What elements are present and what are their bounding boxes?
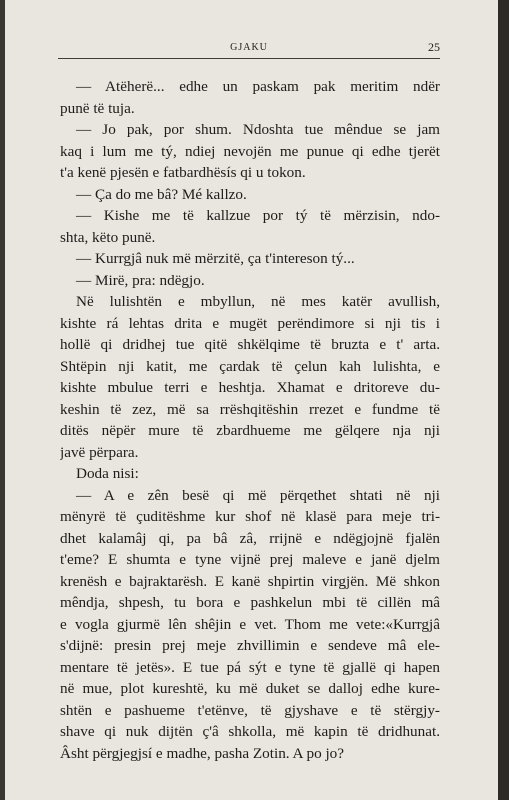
text-line: ditës nëpër mure të zbardhueme me gëlqere nja nji (60, 422, 440, 439)
text-line: — A e zên besë qi më përqethet shtati në nji (76, 486, 440, 504)
text-line: shta, këto punë. (60, 228, 156, 246)
text-line: hollë qi dridhej tue qitë shkëlqime të bruzta e t' arta. (60, 336, 440, 353)
page-header (58, 40, 440, 58)
text-line: — Kurrgjâ nuk më mërzitë, ça t'intereson tý... (76, 250, 355, 267)
page-number: 25 (428, 40, 440, 54)
header-rule (58, 58, 440, 59)
text-line: punë të tuja. (60, 99, 135, 117)
text-line: Doda nisi: (76, 465, 139, 482)
text-line: keshin të zez, më sa rrëshqitëshin rrezet e fundme të (60, 400, 440, 418)
text-line: — Atëherë... edhe un paskam pak meritim ndër (76, 78, 440, 95)
text-line: mentare të jetës». E tue pá sýt e tyne të gjallë qi hapen (60, 658, 440, 676)
text-line: — Kishe me të kallzue por tý të mërzisin, ndo- (76, 207, 440, 224)
text-line: shtën e pashueme t'etënve, të gjyshave e të stërgjy- (60, 701, 440, 719)
text-line: kaq i lum me tý, ndiej nevojën me punue qi edhe tjerët (60, 142, 440, 160)
text-line: kishte rá lehtas drita e mugët perëndimore si nji tis i (60, 314, 440, 332)
text-line: Âsht përgjegjsí e madhe, pasha Zotin. A po jo? (60, 744, 345, 762)
text-line: Shtëpin nji katit, me çardak të çelun kah lulishta, e (60, 357, 440, 375)
text-line: — Mirë, pra: ndëgjo. (76, 271, 205, 289)
text-line: e vogla gjurmë lên shêjin e vet. Thom me vete:«Kurrgjâ (60, 615, 440, 633)
text-line: s'dijnë: presin prej meje zhvillimin e sendeve mâ ele- (60, 637, 440, 654)
running-title: GJAKU (230, 42, 268, 53)
text-line: kishte mbulue terri e heshtja. Xhamat e dritoreve du- (60, 379, 440, 396)
page-edge-left (0, 0, 5, 800)
text-line: t'a kenë pjesën e fatbardhësís qi u tokon. (60, 164, 306, 181)
body-text (60, 76, 440, 764)
text-line: shave qi nuk dijtën ç'â shkolla, më kapin të dridhunat. (60, 723, 440, 740)
text-line: — Jo pak, por shum. Ndoshta tue mêndue se jam (76, 121, 440, 138)
text-line: mêndja, shpesh, tu bora e pashkelun mbi të cillën mâ (60, 594, 440, 611)
text-line: javë përpara. (60, 443, 139, 461)
text-line: mënyrë të çuditëshme kur shof në klasë para meje tri- (60, 508, 440, 525)
text-line: krenësh e bajraktarësh. E kanë shpirtin virgjën. Më shkon (60, 572, 440, 590)
text-line: dhet kalamâj qi, pa bâ zâ, rrijnë e ndëgjojnë fjalën (60, 529, 440, 547)
text-line: — Ça do me bâ? Mé kallzo. (76, 185, 247, 203)
text-line: t'eme? E shumta e tyne vijnë prej maleve e janë djelm (60, 551, 440, 568)
text-line: Në lulishtën e mbyllun, në mes katër avullish, (76, 293, 440, 310)
page-edge-right (498, 0, 509, 800)
text-line: në mue, plot kureshtë, ku më duket se dalloj edhe kure- (60, 680, 440, 697)
